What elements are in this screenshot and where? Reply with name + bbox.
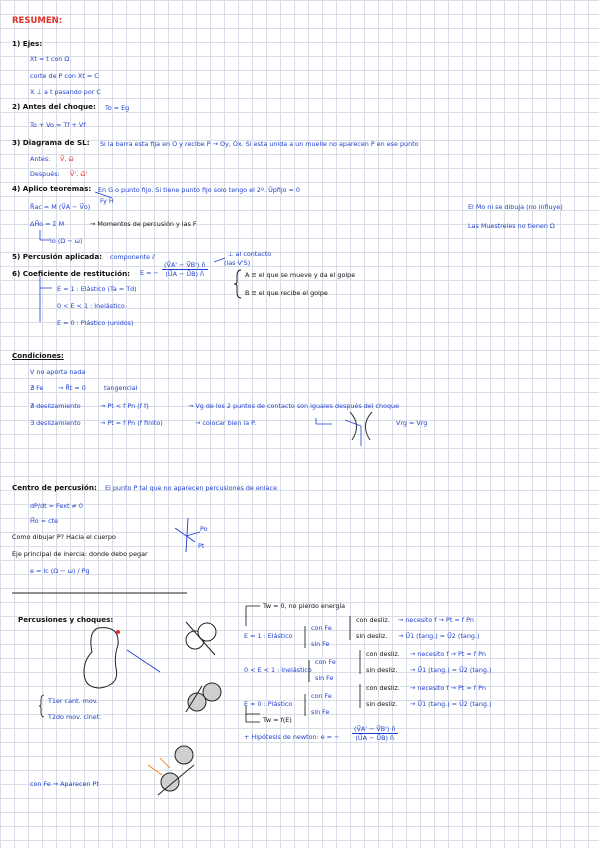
s4-fy-h: Fy H (100, 197, 114, 205)
s6-case-inelastic: 0 < E < 1 : Inelástico (57, 302, 125, 310)
hook-s6 (40, 276, 52, 322)
s4-side-note-2: Las Muestreles no tienen Ω (468, 222, 555, 230)
hook-io (40, 230, 50, 240)
contact-curves-sketch (345, 412, 372, 446)
s6-e-numerator: (V⃗A' − V⃗B') n̂ (164, 261, 206, 269)
tree-elastic-necesito: → necesito f → Pt = f Pn (398, 616, 474, 624)
s2-energy-eq: To + Vo = Tf + Vf (30, 121, 86, 129)
tree-plastic-tang: → U⃗1 (tang.) = U⃗2 (tang.) (410, 700, 492, 708)
cond-line-2c: tangencial (104, 384, 138, 392)
tree-inelastic-con-desliz: con desliz. (366, 650, 400, 658)
section-1-heading: 1) Ejes: (12, 39, 43, 48)
tree-inelastic-sin-desliz: sin desliz. (366, 666, 398, 674)
s4-hoa-eq: ΔH⃗o = Σ M (30, 220, 65, 228)
blob-arrow (127, 650, 160, 672)
centro-ho-eq: H⃗o = cte (30, 517, 59, 525)
tree-inelastic-sin-fe: sin Fe (315, 674, 334, 682)
centro-e-eq: e = Ic (Ω − ω) / Pg (30, 567, 90, 575)
section-2-heading: 2) Antes del choque: (12, 102, 96, 111)
collision-pair-top (186, 622, 216, 655)
s1-line-2: corte de P con Xt = C (30, 72, 99, 80)
s5-note-1: ⊥ al contacto (228, 250, 272, 258)
section-3-heading: 3) Diagrama de SL: (12, 138, 90, 147)
s3-text: Si la barra esta fija en O y recibe P → Oy, Ox. Si esta unida a un muelle no aparecen P en ese punto (100, 140, 419, 148)
tree-plastic-sin-fe: sin Fe (311, 708, 330, 716)
s2-heading-eq: To = Eg (105, 104, 130, 112)
s6-case-elastic: E = 1 : Elástico (Ta = Td) (57, 285, 137, 293)
tree-tw-func: Tw = f(E) (263, 716, 292, 724)
s5-text: componente ⫽ (110, 253, 155, 261)
cond-line-3c: → Vg de los 2 puntos de contacto son iguales después del choque (188, 402, 400, 410)
s6-e-fraction (162, 261, 208, 278)
s3-antes-label: Antes: (30, 155, 51, 163)
tree-elastic-tang: → U⃗1 (tang.) = U⃗2 (tang.) (398, 632, 480, 640)
s6-brace-a: A ≡ el que se mueve y da el golpe (245, 271, 356, 279)
centro-eje: Eje principal de inercia: donde debo pegar (12, 550, 148, 558)
centro-pt-label: Pt (198, 542, 205, 550)
s1-line-1: Xt = t con Ω (30, 55, 70, 63)
tree-newton-fraction (352, 725, 398, 742)
cond-line-4a: ∃ deslizamiento (30, 419, 81, 427)
centro-dp-eq: dP/dt = Fext ≠ 0 (30, 502, 83, 510)
tree-inelastic-con-fe: con Fe (315, 658, 336, 666)
s6-case-plastic: E = 0 : Plástico (unidos) (57, 319, 134, 327)
s6-e-lhs: E = − (140, 269, 159, 277)
s6-e-denominator: (U⃗A − U⃗B) n̂ (165, 270, 205, 278)
blob-body (84, 628, 118, 688)
cond-line-1: V no aporta nada (30, 368, 86, 376)
s4-rac-eq: R⃗ac = M (V⃗A − V⃗o) (30, 203, 91, 211)
perc-t1: T1er cant. mov. (48, 697, 99, 705)
tree-newton-numerator: (V⃗A' − V⃗B') n̂ (354, 725, 396, 733)
tree-inelastic-necesito: → necesito f → Pt = f Pn (410, 650, 486, 658)
s3-despues-value: V⃗', ω⃗' (70, 170, 88, 178)
section-5-heading: 5) Percusión aplicada: (12, 252, 103, 261)
tree-plastic-necesito: → necesito f → Pt = f Pn (410, 684, 486, 692)
s4-side-note-1: El Mo ni se dibuja (no influye) (468, 203, 563, 211)
cond-line-4b: → Pt = f Pn (f finito) (100, 419, 163, 427)
centro-como: Como dibujar P? Hacia el cuerpo (12, 533, 116, 541)
brace-t (39, 695, 44, 717)
collision-pair-bottom (148, 746, 194, 795)
perc-fe-note: con Fe → Aparecen Pt (30, 780, 99, 788)
cond-line-2a: ∄ Fe (30, 384, 44, 392)
s3-despues-label: Después: (30, 170, 60, 178)
tree-inelastic-tang: → U⃗1 (tang.) = U⃗2 (tang.) (410, 666, 492, 674)
tree-elastic-con-desliz: con desliz. (356, 616, 390, 624)
tree-elastic-sin-desliz: sin desliz. (356, 632, 388, 640)
collision-pair-middle (186, 683, 221, 712)
s4-text: En G o punto fijo. Si tiene punto fijo solo tengo el 2º. Ūpfijo = 0 (98, 186, 300, 194)
condiciones-heading: Condiciones: (12, 351, 64, 360)
centro-heading: Centro de percusión: (12, 483, 97, 492)
perc-t2: T2do mov. cinet. (48, 713, 102, 721)
cond-vrel: Vrg = Vrg (396, 419, 428, 427)
tree-plastic-con-fe: con Fe (311, 692, 332, 700)
s3-antes-value: V⃗, ω⃗ (60, 155, 74, 163)
s1-line-3: X ⊥ a t pasando por C (30, 88, 101, 96)
tree-tw-zero: Tw = 0, no pierdo energía (263, 602, 346, 610)
cond-line-3b: → Pt < f Pn (f f) (100, 402, 149, 410)
blob-impact-dot (116, 630, 120, 634)
tree-plastic-sin-desliz: sin desliz. (366, 700, 398, 708)
page-title: RESUMEN: (12, 16, 63, 26)
tree-plastic: E = 0 : Plástico (244, 700, 293, 708)
brace-s6 (234, 270, 241, 298)
hook-vrel (316, 418, 332, 424)
s6-brace-b: B ≡ el que recibe el golpe (245, 289, 328, 297)
centro-po-label: Po (200, 525, 208, 533)
section-6-heading: 6) Coeficiente de restitución: (12, 269, 131, 278)
cond-line-2b: → R⃗t = 0 (58, 384, 86, 392)
tree-elastic-sin-fe: sin Fe (311, 640, 330, 648)
s4-io: Io (Ω − ω) (50, 237, 83, 245)
tree-elastic-con-fe: con Fe (311, 624, 332, 632)
tree-newton-denominator: (U⃗A − U⃗B) n̂ (355, 734, 395, 742)
s5-note-2: (las V'S) (224, 259, 251, 267)
cond-line-3a: ∄ deslizamiento (30, 402, 81, 410)
percussion-pin-sketch (175, 518, 200, 552)
tree-elastic: E = 1 : Elástico (244, 632, 293, 640)
tree-inelastic: 0 < E < 1 : Inelástico (244, 666, 312, 674)
percusiones-heading: Percusiones y choques: (18, 615, 114, 624)
s4-hoa-text: → Momentos de percusión y las F (90, 220, 197, 228)
section-4-heading: 4) Aplico teoremas: (12, 184, 92, 193)
cond-line-4c: → colocar bien la P. (195, 419, 257, 427)
tree-plastic-con-desliz: con desliz. (366, 684, 400, 692)
tree-newton: + Hipótesis de newton: e = − (244, 733, 340, 741)
centro-text: El punto P tal que no aparecen percusiones de enlace (105, 484, 277, 492)
